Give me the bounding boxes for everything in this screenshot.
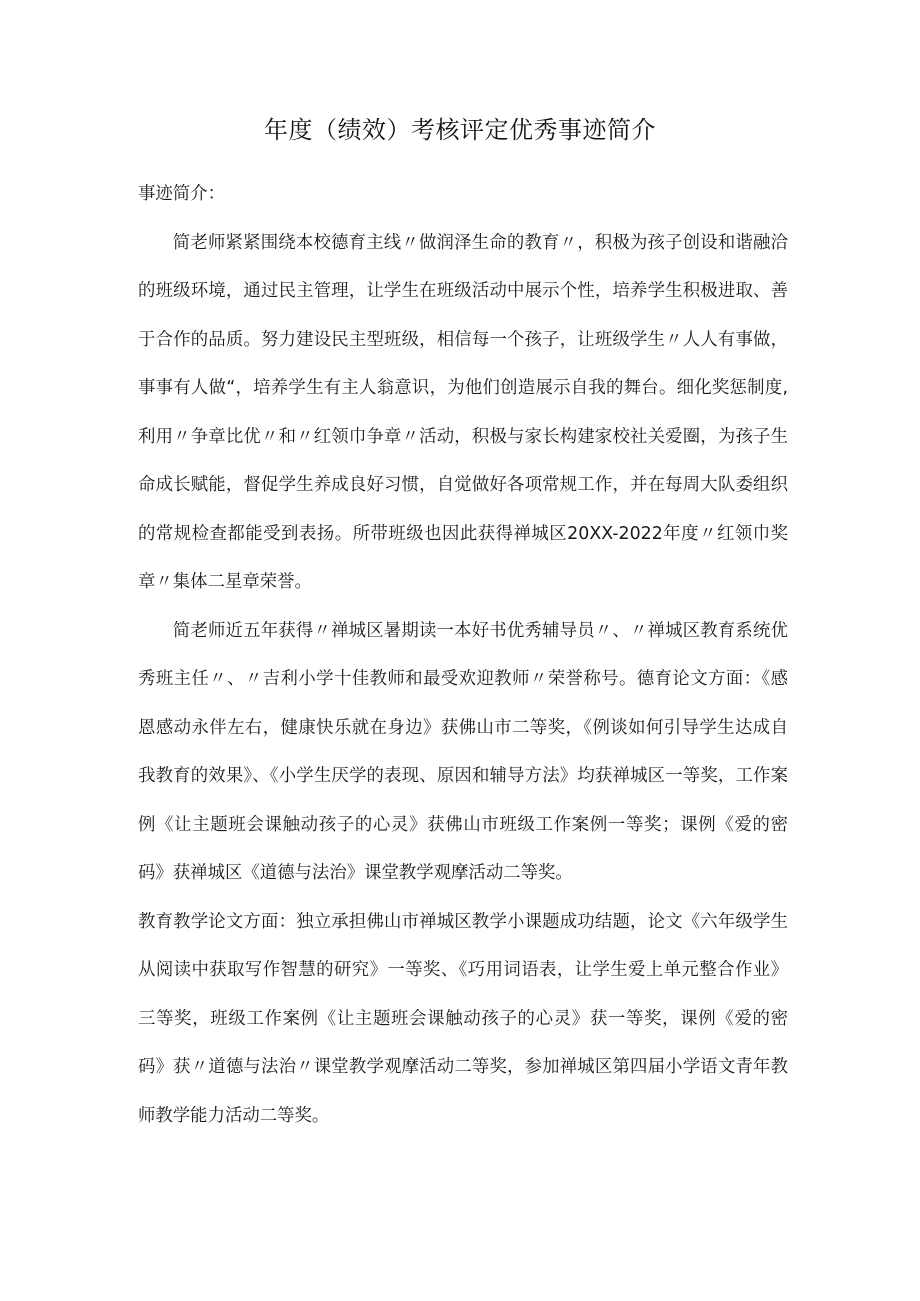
paragraph-honors: 简老师近五年获得〃禅城区暑期读一本好书优秀辅导员〃、〃禅城区教育系统优秀班主任〃、〃吉利小学十佳教师和最受欢迎教师〃荣誉称号。德育论文方面：《感恩感动永伴左右，健康快乐就在身边》获佛山市二等奖，《例谈如何引导学生达成自我教育的效果》、《小学生厌学的表现、原因和辅导方法》均获禅城区一等奖，工作案例《让主题班会课触动孩子的心灵》获佛山市班级工作案例一等奖；课例《爱的密码》获禅城区《道德与法治》课堂教学观摩活动二等奖。 xyxy=(138,620,788,883)
paragraph-class-management: 简老师紧紧围绕本校德育主线〃做润泽生命的教育〃，积极为孩子创设和谐融洽的班级环境，通过民主管理，让学生在班级活动中展示个性，培养学生积极进取、善于合作的品质。努力建设民主型班级，相信每一个孩子，让班级学生〃人人有事做，事事有人做“，培养学生有主人翁意识，为他们创造展示自我的舞台。细化奖惩制度,利用〃争章比优〃和〃红领巾争章〃活动，积极与家长构建家校社关爱圈，为孩子生命成长赋能，督促学生养成良好习惯，自觉做好各项常规工作，并在每周大队委组织的常规检查都能受到表扬。所带班级也因此获得禅城区20XX-2022年度〃红领巾奖章〃集体二星章荣誉。 xyxy=(138,232,788,592)
document-title: 年度（绩效）考核评定优秀事迹简介 xyxy=(264,116,656,144)
document-body xyxy=(138,170,788,1140)
paragraph-research: 教育教学论文方面：独立承担佛山市禅城区教学小课题成功结题，论文《六年级学生从阅读中获取写作智慧的研究》一等奖、《巧用词语表，让学生爱上单元整合作业》三等奖，班级工作案例《让主题班会课触动孩子的心灵》获一等奖，课例《爱的密码》获〃道德与法治〃课堂教学观摩活动二等奖，参加禅城区第四届小学语文青年教师教学能力活动二等奖。 xyxy=(138,911,788,1126)
section-label: 事迹简介： xyxy=(138,184,225,204)
